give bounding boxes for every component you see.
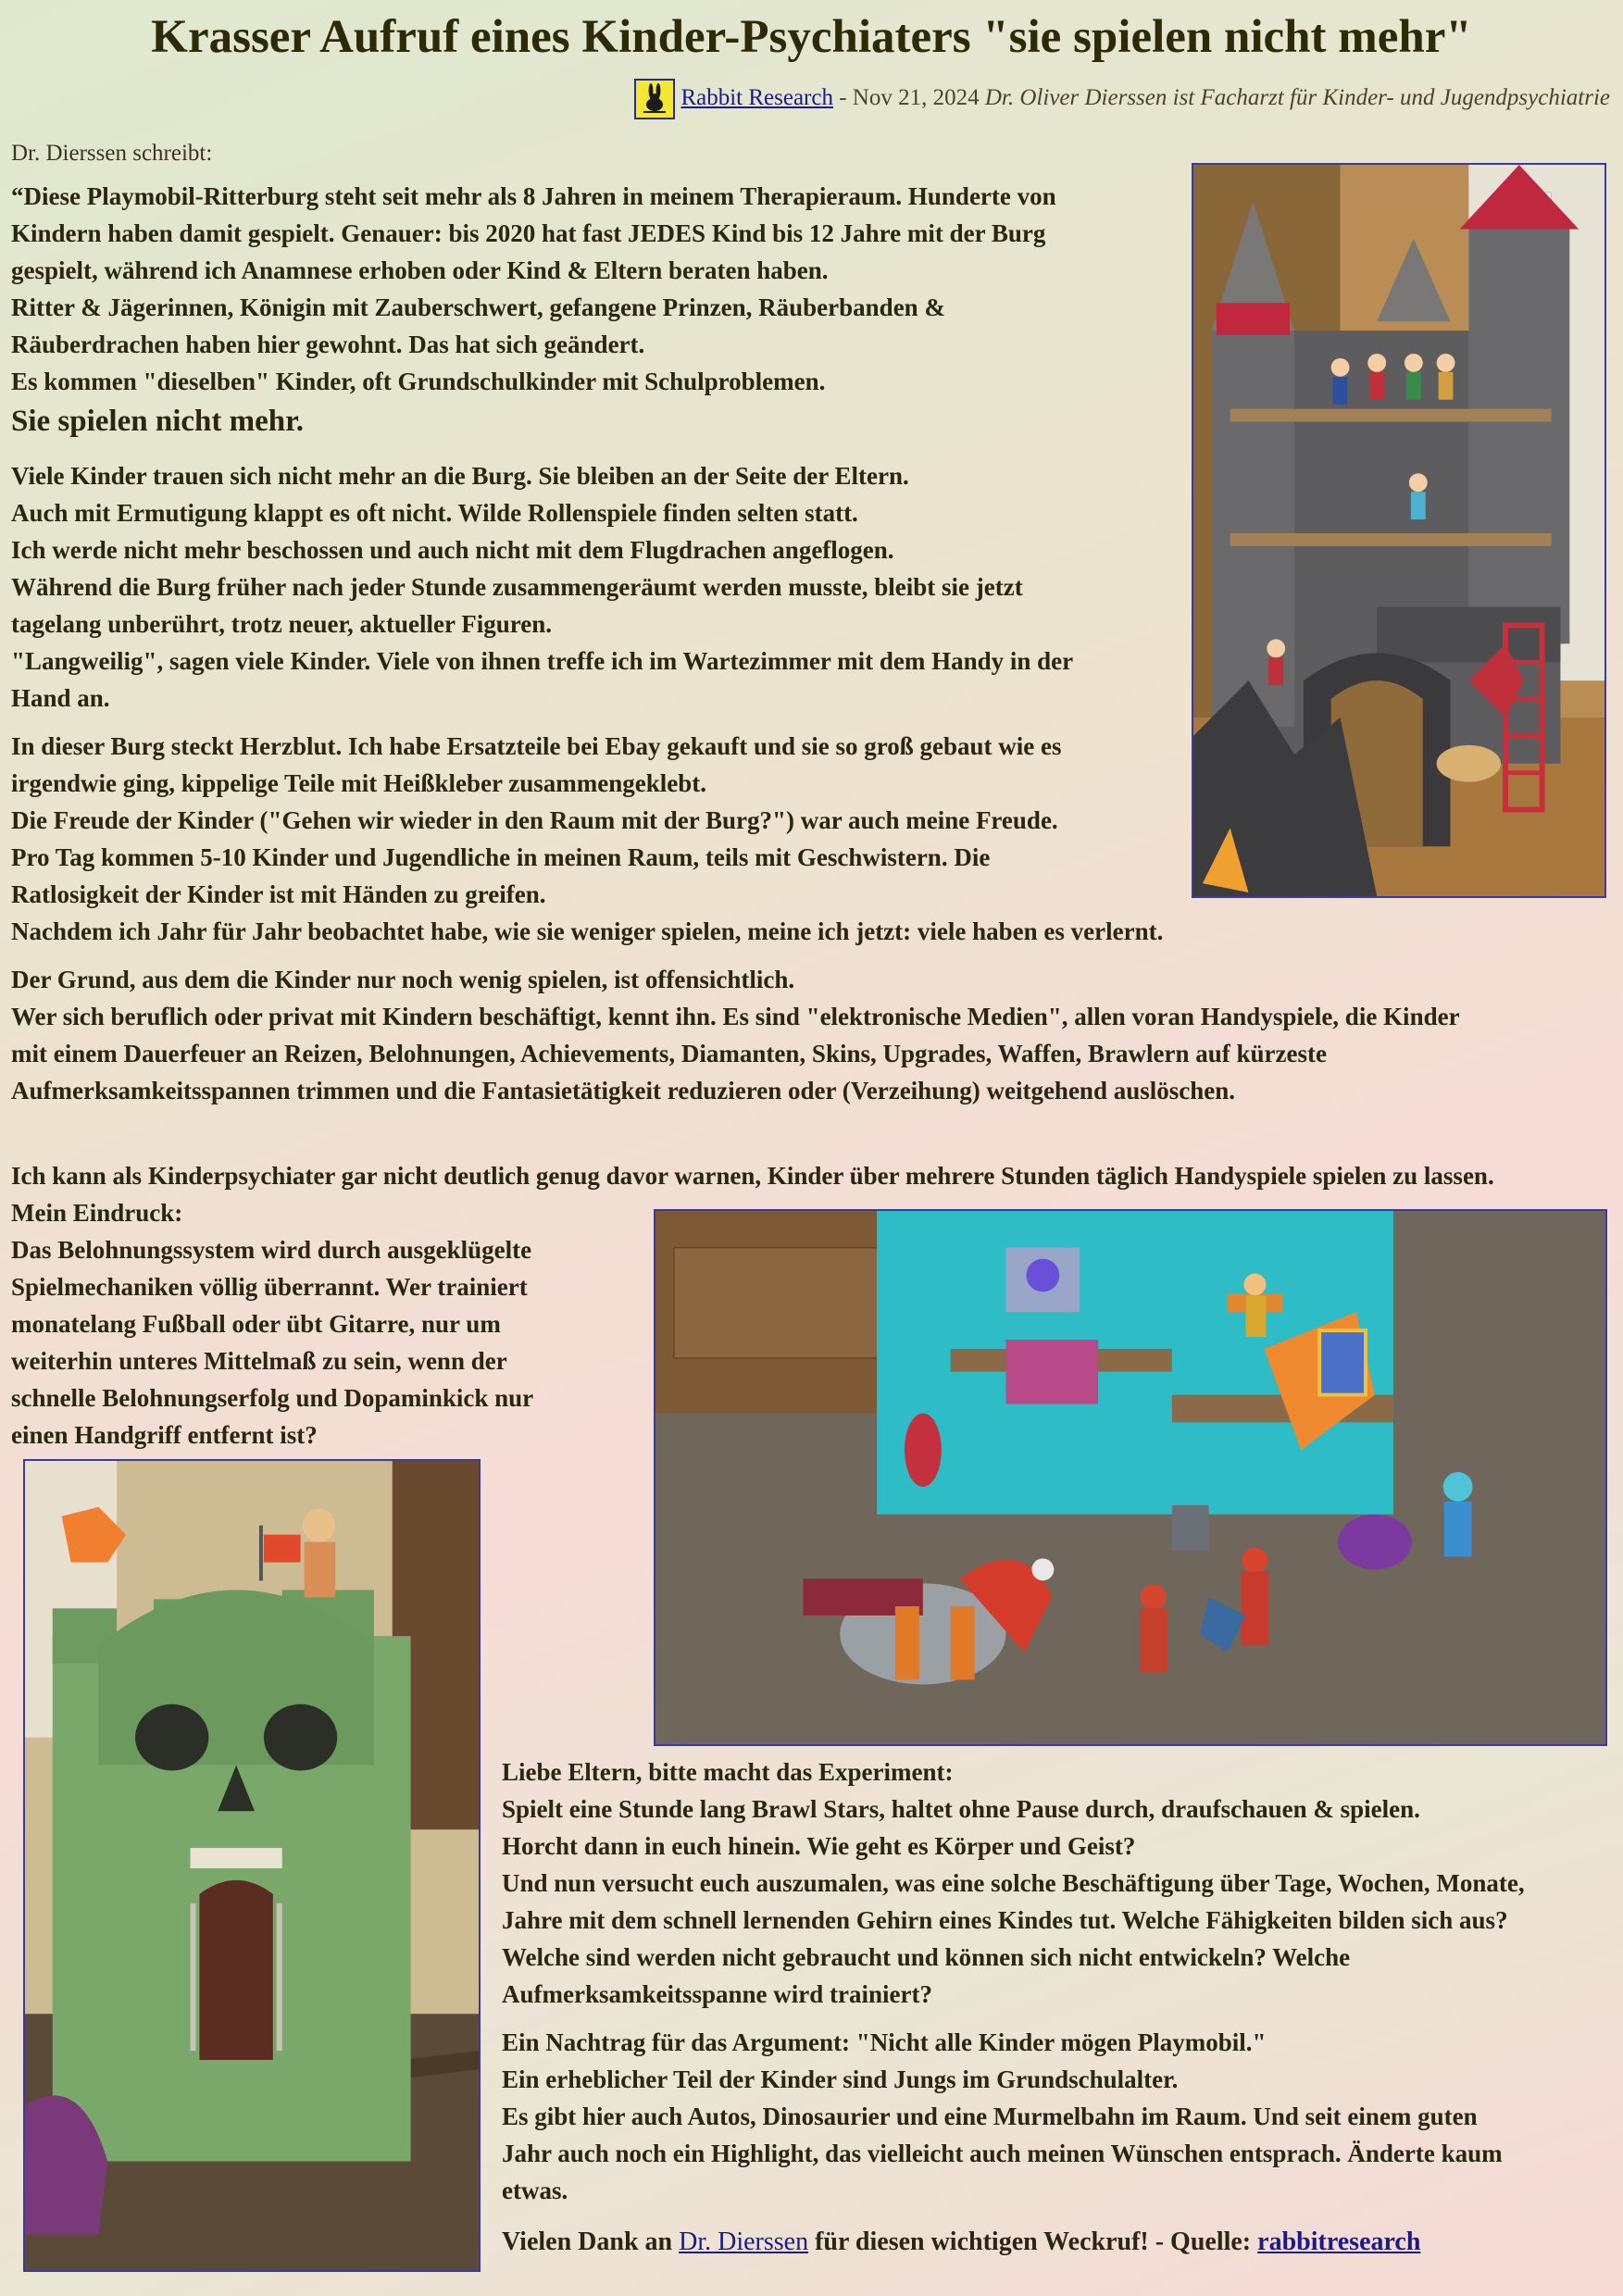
source-rabbitresearch-link[interactable]: rabbitresearch xyxy=(1257,2227,1421,2256)
text-line: Nachdem ich Jahr für Jahr beobachtet habe, wie sie weniger spielen, meine ich jetzt: viele haben es verlernt. xyxy=(11,917,1164,945)
article-title: Krasser Aufruf eines Kinder-Psychiaters "sie spielen nicht mehr" xyxy=(151,11,1472,63)
text-line: schnelle Belohnungserfolg und Dopaminkick nur xyxy=(11,1384,534,1412)
photo-castle-grayskull xyxy=(23,1459,481,2272)
closing-middle: für diesen wichtigen Weckruf! - Quelle: xyxy=(808,2227,1258,2256)
text-line: Aufmerksamkeitsspanne wird trainiert? xyxy=(502,1980,932,2008)
text-line: Auch mit Ermutigung klappt es oft nicht. Wilde Rollenspiele finden selten statt. xyxy=(11,499,858,527)
text-line: Räuberdrachen haben hier gewohnt. Das hat sich geändert. xyxy=(11,331,645,358)
closing-prefix: Vielen Dank an xyxy=(502,2227,680,2256)
closing-line xyxy=(502,2224,1617,2261)
text-line: Welche sind werden nicht gebraucht und können sich nicht entwickeln? Welche xyxy=(502,1943,1351,1971)
paragraph-1 xyxy=(11,178,1187,443)
text-line: Viele Kinder trauen sich nicht mehr an die Burg. Sie bleiben an der Seite der Eltern. xyxy=(11,462,909,490)
text-line: mit einem Dauerfeuer an Reizen, Belohnungen, Achievements, Diamanten, Skins, Upgrades, Waffen, Brawlern auf kürzeste xyxy=(11,1040,1327,1067)
text-line: Ratlosigkeit der Kinder ist mit Händen zu greifen. xyxy=(11,880,546,908)
text-line: Spielmechaniken völlig überrannt. Wer trainiert xyxy=(11,1273,528,1301)
text-line: Hand an. xyxy=(11,684,110,712)
rabbit-logo-icon[interactable] xyxy=(634,79,675,119)
text-line: Pro Tag kommen 5-10 Kinder und Jugendliche in meinen Raum, teils mit Geschwistern. Die xyxy=(11,843,991,871)
text-line: Während die Burg früher nach jeder Stunde zusammengeräumt werden musste, bleibt sie jetzt xyxy=(11,573,1023,601)
text-line: Wer sich beruflich oder privat mit Kindern beschäftigt, kennt ihn. Es sind "elektronische Medien", allen voran Handyspiele, die Kinder xyxy=(11,1003,1460,1030)
byline xyxy=(634,74,1610,122)
text-line: etwas. xyxy=(502,2177,568,2204)
text-line: Die Freude der Kinder ("Gehen wir wieder in den Raum mit der Burg?") war auch meine Freude. xyxy=(11,806,1058,834)
text-line: Es gibt hier auch Autos, Dinosaurier und eine Murmelbahn im Raum. Und seit einem guten xyxy=(502,2103,1478,2130)
source-link[interactable]: Rabbit Research xyxy=(680,85,833,110)
text-line: irgendwie ging, kippelige Teile mit Heißkleber zusammengeklebt. xyxy=(11,769,707,797)
paragraph-7 xyxy=(502,2024,1617,2209)
text-line: Jahr auch noch ein Highlight, das vielleicht auch meinen Wünschen entsprach. Änderte kaum xyxy=(502,2140,1503,2167)
text-line: Ich werde nicht mehr beschossen und auch nicht mit dem Flugdrachen angeflogen. xyxy=(11,536,894,564)
intro-text: Dr. Dierssen schreibt: xyxy=(11,141,213,166)
text-line: Und nun versucht euch auszumalen, was eine solche Beschäftigung über Tage, Wochen, Monate, xyxy=(502,1869,1525,1897)
text-line: einen Handgriff entfernt ist? xyxy=(11,1421,318,1449)
text-line: Jahre mit dem schnell lernenden Gehirn eines Kindes tut. Welche Fähigkeiten bilden sich aus? xyxy=(502,1906,1508,1934)
text-line: monatelang Fußball oder übt Gitarre, nur um xyxy=(11,1310,501,1338)
text-line: In dieser Burg steckt Herzblut. Ich habe Ersatzteile bei Ebay gekauft und sie so groß gebaut wie es xyxy=(11,732,1062,760)
text-line: gespielt, während ich Anamnese erhoben oder Kind & Eltern beraten haben. xyxy=(11,256,829,284)
photo-playmobil-castle xyxy=(1192,163,1606,898)
text-line: Das Belohnungssystem wird durch ausgeklügelte xyxy=(11,1236,532,1264)
paragraph-4 xyxy=(11,961,1613,1109)
text-line: Der Grund, aus dem die Kinder nur noch wenig spielen, ist offensichtlich. xyxy=(11,966,795,993)
text-line: Liebe Eltern, bitte macht das Experiment: xyxy=(502,1758,954,1786)
article-date: - Nov 21, 2024 xyxy=(832,85,985,110)
text-line: "Langweilig", sagen viele Kinder. Viele von ihnen treffe ich im Wartezimmer mit dem Handy in der xyxy=(11,647,1074,675)
text-line: Aufmerksamkeitsspannen trimmen und die Fantasietätigkeit reduzieren oder (Verzeihung) weitgehend auslöschen. xyxy=(11,1077,1235,1104)
text-line: Ein erheblicher Teil der Kinder sind Jungs im Grundschulalter. xyxy=(502,2065,1179,2093)
author-link[interactable]: Dr. Dierssen xyxy=(679,2227,809,2256)
text-line: Ich kann als Kinderpsychiater gar nicht deutlich genug davor warnen, Kinder über mehrere Stunden täglich Handyspiele spielen zu lassen. xyxy=(11,1162,1494,1190)
text-line: tagelang unberührt, trotz neuer, aktueller Figuren. xyxy=(11,610,552,638)
text-line: Kindern haben damit gespielt. Genauer: bis 2020 hat fast JEDES Kind bis 12 Jahre mit der Burg xyxy=(11,219,1046,247)
text-line: Es kommen "dieselben" Kinder, oft Grundschulkinder mit Schulproblemen. xyxy=(11,368,826,395)
paragraph-6 xyxy=(502,1753,1617,2013)
text-line: Spielt eine Stunde lang Brawl Stars, haltet ohne Pause durch, draufschauen & spielen. xyxy=(502,1795,1420,1823)
photo-toy-playset-floor xyxy=(654,1209,1607,1746)
paragraph-2 xyxy=(11,457,1187,717)
text-line: weiterhin unteres Mittelmaß zu sein, wenn der xyxy=(11,1347,507,1375)
paragraph-3 xyxy=(11,728,1307,950)
author-role: Dr. Oliver Dierssen ist Facharzt für Kinder- und Jugendpsychiatrie xyxy=(984,85,1610,110)
text-line: Mein Eindruck: xyxy=(11,1199,183,1227)
text-line: “Diese Playmobil-Ritterburg steht seit mehr als 8 Jahren in meinem Therapieraum. Hunderte von xyxy=(11,182,1056,210)
text-line: Ein Nachtrag für das Argument: "Nicht alle Kinder mögen Playmobil." xyxy=(502,2028,1267,2056)
text-line: Horcht dann in euch hinein. Wie geht es Körper und Geist? xyxy=(502,1832,1136,1860)
text-line: Ritter & Jägerinnen, Königin mit Zauberschwert, gefangene Prinzen, Räuberbanden & xyxy=(11,293,945,321)
text-line-emphasis: Sie spielen nicht mehr. xyxy=(11,405,304,438)
